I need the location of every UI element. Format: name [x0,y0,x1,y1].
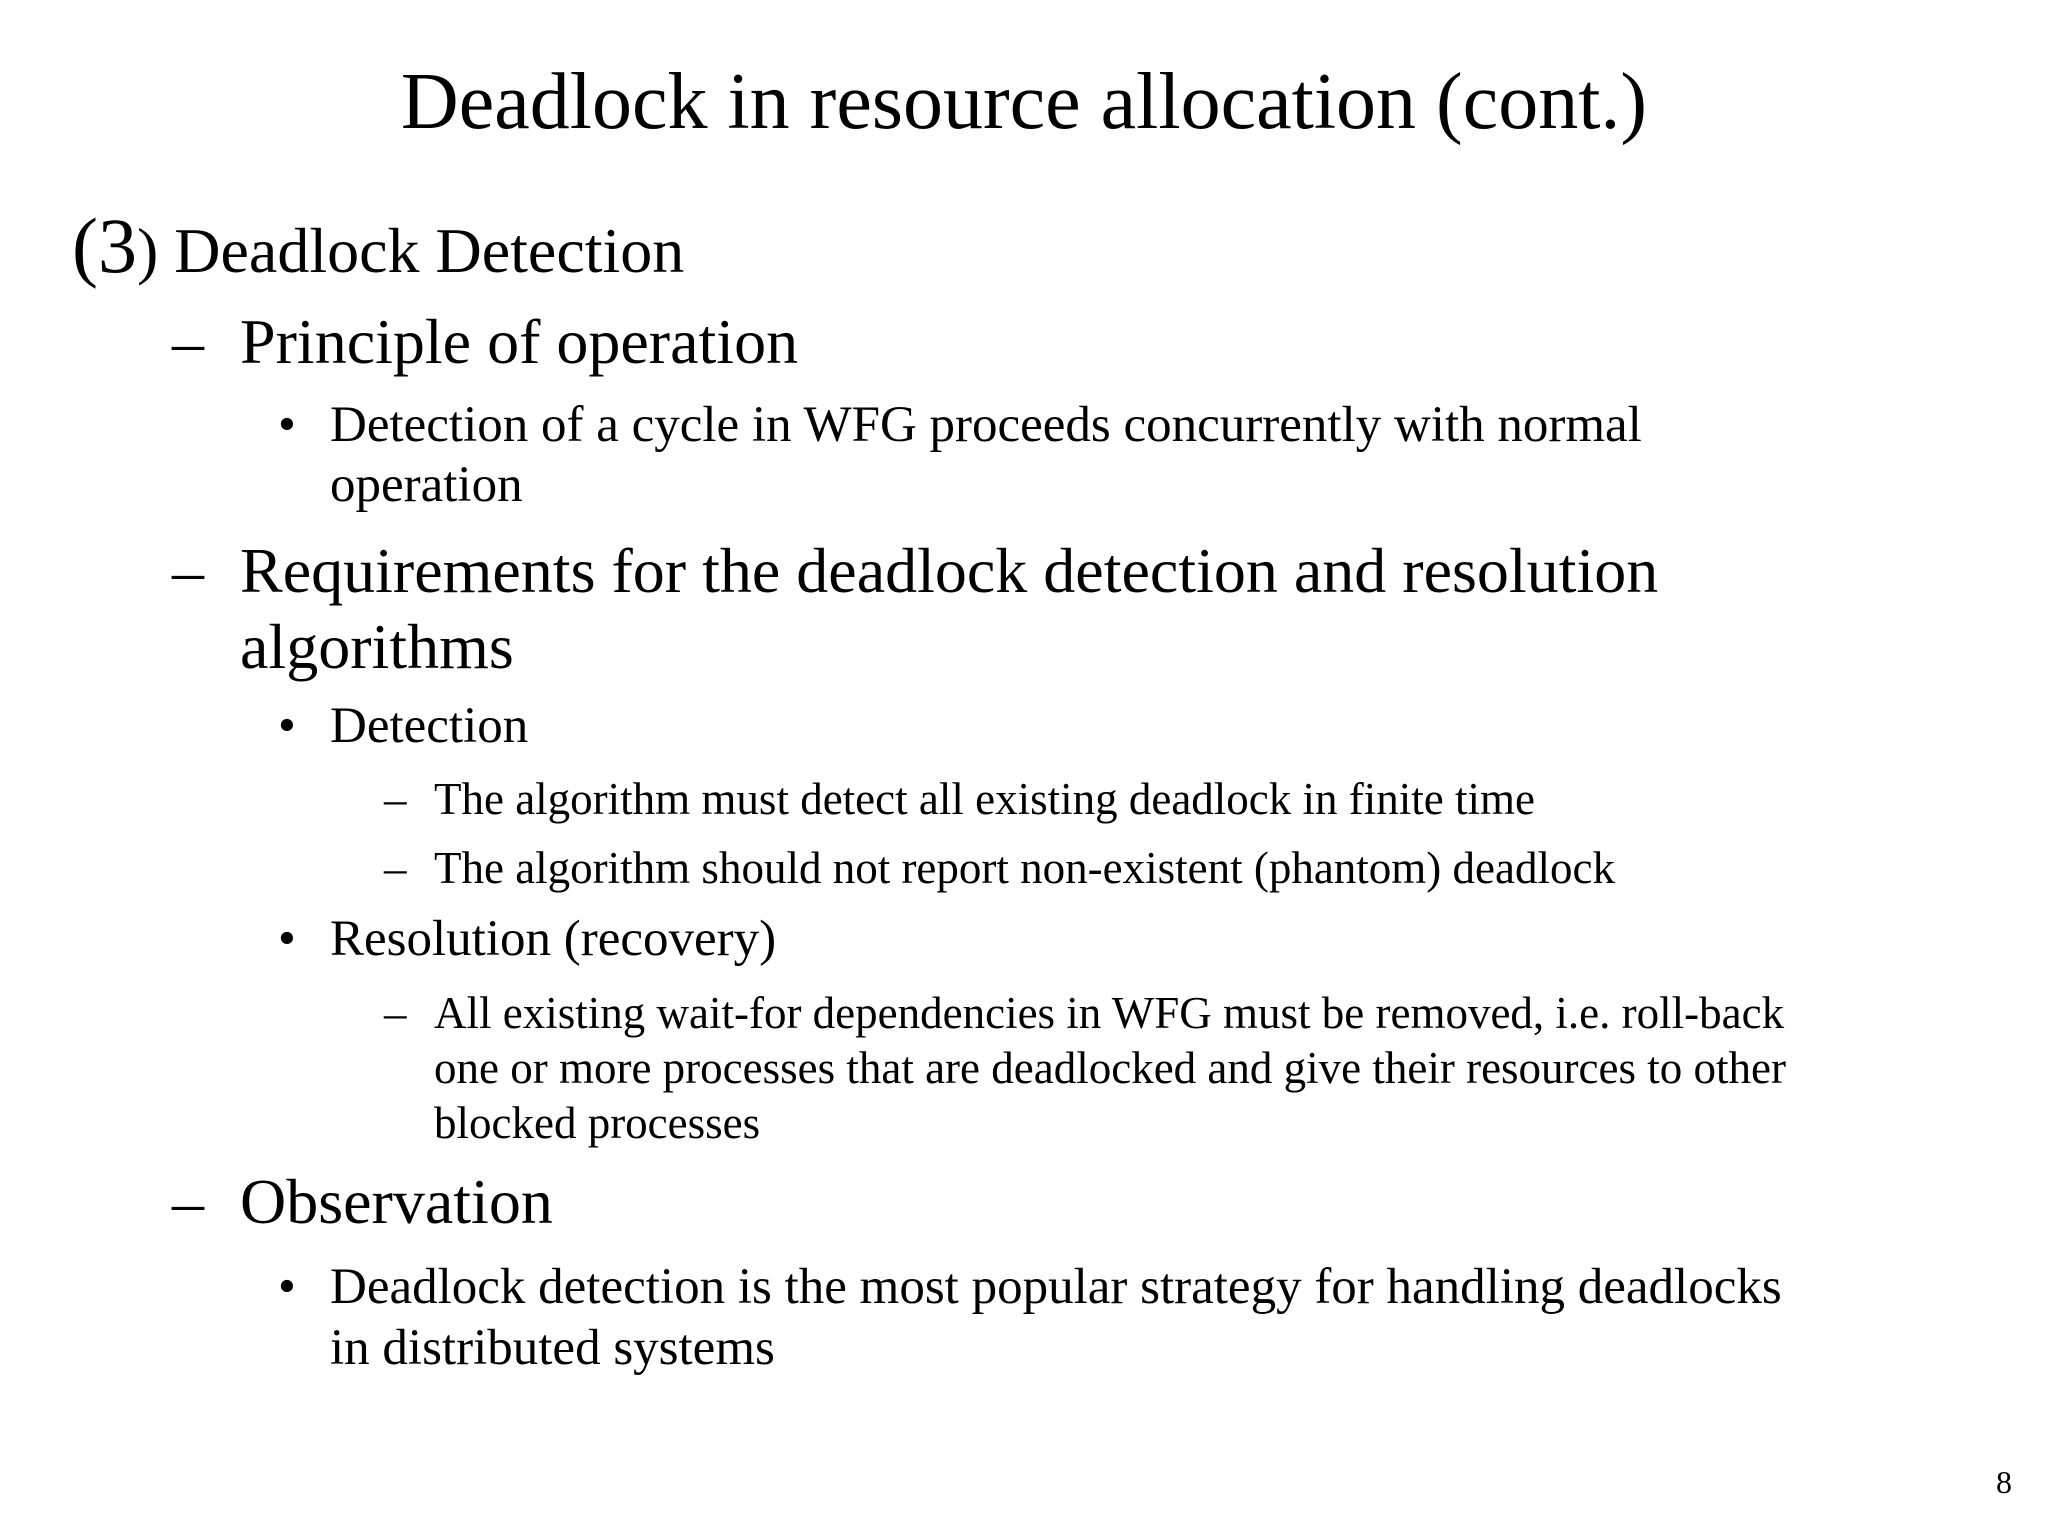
principle-bullet-line1: Detection of a cycle in WFG proceeds concurrently with normal [330,397,1642,453]
resolution-sub-line3: blocked processes [434,1098,761,1148]
principle-bullet-line2: operation [330,457,523,513]
bullet-marker: • [278,1259,296,1315]
detection-label: Detection [330,698,529,754]
observation-bullet-line1: Deadlock detection is the most popular strategy for handling deadlocks [330,1259,1782,1315]
section-number: (3 [72,202,137,289]
bullet-marker: • [278,698,296,754]
bullet-marker: • [278,397,296,453]
principle-heading: Principle of operation [240,306,799,377]
resolution-sub-line1: All existing wait-for dependencies in WFG must be removed, i.e. roll-back [434,988,1785,1038]
dash-marker: – [384,774,407,824]
requirements-heading-line1: Requirements for the deadlock detection and resolution [240,535,1659,606]
section-title: ) Deadlock Detection [136,215,685,286]
observation-heading: Observation [240,1166,553,1237]
detection-sub2: The algorithm should not report non-existent (phantom) deadlock [434,843,1615,893]
dash-marker: – [384,988,407,1038]
bullet-marker: • [278,911,296,967]
dash-marker: – [384,843,407,893]
dash-marker: – [172,306,204,377]
observation-bullet-line2: in distributed systems [330,1320,775,1376]
page-number: 8 [1996,1464,2012,1500]
requirements-heading-line2: algorithms [240,611,514,682]
dash-marker: – [172,535,204,606]
resolution-sub-line2: one or more processes that are deadlocked and give their resources to other [434,1043,1786,1093]
section-heading [72,202,685,289]
detection-sub1: The algorithm must detect all existing deadlock in finite time [434,774,1535,824]
resolution-label: Resolution (recovery) [330,911,777,967]
dash-marker: – [172,1166,204,1237]
slide-title: Deadlock in resource allocation (cont.) [400,58,1648,146]
